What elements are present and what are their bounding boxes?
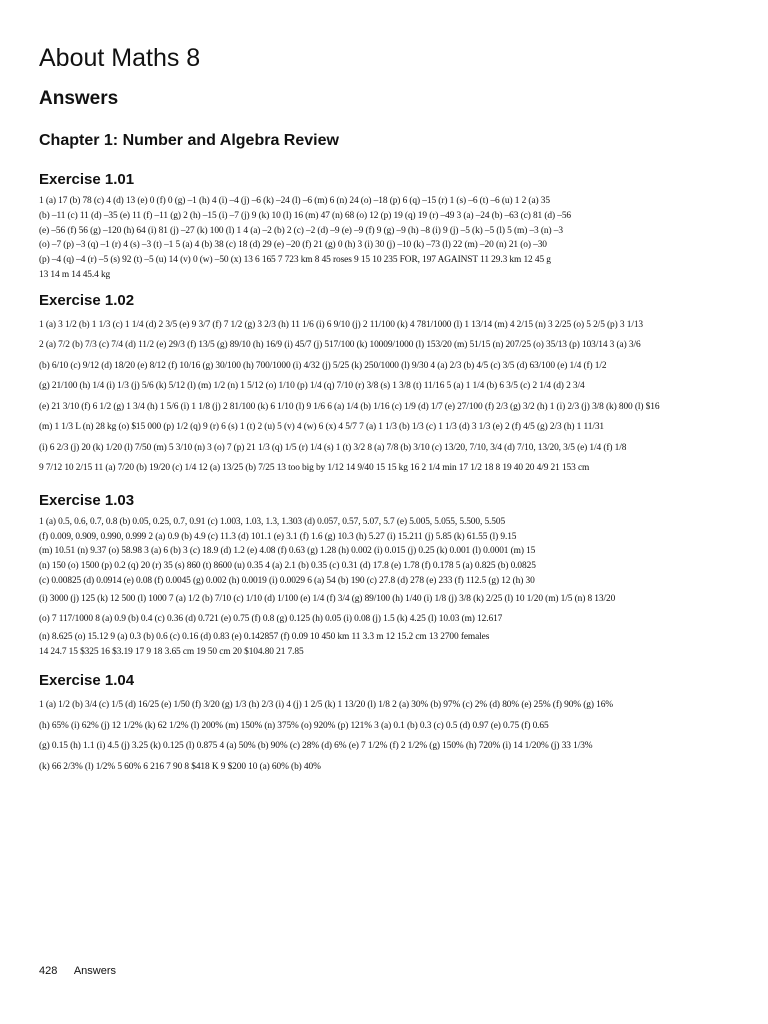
- answer-line: (b) –11 (c) 11 (d) –35 (e) 11 (f) –11 (g) 2 (h) –15 (i) –7 (j) 9 (k) 10 (l) 16 (m) 47 (n) 68 (o) 12 (p) 19 (q) 19 (r) –49 3 (a) –24 (b) –63 (c) 81 (d) –56: [39, 210, 572, 221]
- answer-line: 1 (a) 3 1/2 (b) 1 1/3 (c) 1 1/4 (d) 2 3/5 (e) 9 3/7 (f) 7 1/2 (g) 3 2/3 (h) 11 1/6 (i) 6 9/10 (j) 2 11/100 (k) 4 781/1000 (l) 1 13/14 (m) 4 2/15 (n) 3 2/25 (o) 5 2/5 (p) 3 1/13: [39, 319, 643, 330]
- answer-line: (e) –56 (f) 56 (g) –120 (h) 64 (i) 81 (j) –27 (k) 100 (l) 1 4 (a) –2 (b) 2 (c) –2 (d) –9 (e) –9 (f) 9 (g) –9 (h) –8 (i) 9 (j) –5 (k) –5 (l) 5 (m) –3 (n) –3: [39, 225, 563, 236]
- answers-block: [39, 695, 739, 777]
- answer-line: (m) 1 1/3 L (n) 28 kg (o) $15 000 (p) 1/2 (q) 9 (r) 6 (s) 1 (t) 2 (u) 5 (v) 4 (w) 6 (x) 4 5/7 7 (a) 1 1/3 (b) 1/3 (c) 1 1/3 (d) 3 1/3 (e) 2 (f) 4/5 (g) 2/3 (h) 1 11/31: [39, 422, 605, 433]
- exercise-1-01: [39, 170, 739, 283]
- answer-line: (o) –7 (p) –3 (q) –1 (r) 4 (s) –3 (t) –1 5 (a) 4 (b) 38 (c) 18 (d) 29 (e) –20 (f) 21 (g) 0 (h) 3 (i) 30 (j) –10 (k) –73 (l) 22 (m) –20 (n) 21 (o) –30: [39, 240, 547, 251]
- exercise-heading: Exercise 1.03: [39, 491, 135, 509]
- book-title: About Maths 8: [39, 44, 201, 72]
- page-number: 428: [39, 965, 58, 977]
- answers-block: [39, 515, 739, 660]
- answer-line: (h) 65% (i) 62% (j) 12 1/2% (k) 62 1/2% (l) 200% (m) 150% (n) 375% (o) 920% (p) 121% 3 (a) 0.1 (b) 0.3 (c) 0.5 (d) 0.97 (e) 0.75 (f) 0.65: [39, 720, 549, 731]
- answers-block: [39, 315, 739, 479]
- answer-line: (i) 3000 (j) 125 (k) 12 500 (l) 1000 7 (a) 1/2 (b) 7/10 (c) 1/10 (d) 1/100 (e) 1/4 (f) 3/4 (g) 89/100 (h) 1/40 (i) 1/8 (j) 3/8 (k) 2/25 (l) 10 1/20 (m) 1/5 (n) 8 13/20: [39, 593, 616, 604]
- answer-line: 9 7/12 10 2/15 11 (a) 7/20 (b) 19/20 (c) 1/4 12 (a) 13/25 (b) 7/25 13 too big by 1/12 14 9/40 15 15 kg 16 2 1/4 min 17 1/2 18 8 19 40 20 4/9 21 153 cm: [39, 463, 590, 474]
- answer-line: (g) 21/100 (h) 1/4 (i) 1/3 (j) 5/6 (k) 5/12 (l) (m) 1/2 (n) 1 5/12 (o) 1/10 (p) 1/4 (q) 7/10 (r) 3/8 (s) 1 3/8 (t) 11/16 5 (a) 1 1/4 (b) 6 3/5 (c) 2 1/4 (d) 2 3/4: [39, 381, 585, 392]
- answer-line: 1 (a) 0.5, 0.6, 0.7, 0.8 (b) 0.05, 0.25, 0.7, 0.91 (c) 1.003, 1.03, 1.3, 1.303 (d) 0.057, 0.57, 5.07, 5.7 (e) 5.005, 5.055, 5.500, 5.505: [39, 516, 506, 527]
- exercise-1-02: [39, 291, 739, 479]
- answer-line: (n) 150 (o) 1500 (p) 0.2 (q) 20 (r) 35 (s) 860 (t) 8600 (u) 0.35 4 (a) 2.1 (b) 0.35 (c) 0.31 (d) 17.8 (e) 1.78 (f) 0.178 5 (a) 0.825 (b) 0.0825: [39, 561, 536, 572]
- exercise-heading: Exercise 1.02: [39, 291, 135, 309]
- answer-line: (p) –4 (q) –4 (r) –5 (s) 92 (t) –5 (u) 14 (v) 0 (w) –50 (x) 13 6 165 7 723 km 8 45 roses 9 15 10 235 FOR, 197 AGAINST 11 29.3 km 12 45 g: [39, 255, 551, 266]
- answer-line: 13 14 m 14 45.4 kg: [39, 269, 111, 280]
- footer-label: Answers: [73, 965, 116, 977]
- exercise-1-04: [39, 671, 739, 777]
- answers-block: [39, 194, 739, 283]
- answer-line: 2 (a) 7/2 (b) 7/3 (c) 7/4 (d) 11/2 (e) 29/3 (f) 13/5 (g) 89/10 (h) 16/9 (i) 45/7 (j) 517/100 (k) 10009/1000 (l) 153/20 (m) 51/15 (n) 207/25 (o) 35/13 (p) 103/14 3 (a) 3/6: [39, 340, 641, 351]
- exercise-heading: Exercise 1.01: [39, 171, 135, 188]
- answer-line: (b) 6/10 (c) 9/12 (d) 18/20 (e) 8/12 (f) 10/16 (g) 30/100 (h) 700/1000 (i) 4/32 (j) 5/25 (k) 250/1000 (l) 9/30 4 (a) 2/3 (b) 4/5 (c) 3/5 (d) 63/100 (e) 1/4 (f) 1/2: [39, 360, 607, 371]
- answer-line: (i) 6 2/3 (j) 20 (k) 1/20 (l) 7/50 (m) 5 3/10 (n) 3 (o) 7 (p) 21 1/3 (q) 1/5 (r) 1/4 (s) 1 (t) 3/2 8 (a) 7/8 (b) 3/10 (c) 13/20, 7/10, 3/4 (d) 7/10, 13/20, 3/5 (e) 1/4 (f) 1/8: [39, 442, 627, 453]
- answer-line: (n) 8.625 (o) 15.12 9 (a) 0.3 (b) 0.6 (c) 0.16 (d) 0.83 (e) 0.142857 (f) 0.09 10 450 km 11 3.3 m 12 15.2 cm 13 2700 females: [39, 631, 490, 642]
- exercise-1-03: [39, 491, 739, 660]
- answer-line: (m) 10.51 (n) 9.37 (o) 58.98 3 (a) 6 (b) 3 (c) 18.9 (d) 1.2 (e) 4.08 (f) 0.63 (g) 1.28 (h) 0.002 (i) 0.015 (j) 0.25 (k) 0.001 (l) 0.0001 (m) 15: [39, 546, 536, 557]
- answer-line: (f) 0.009, 0.909, 0.990, 0.999 2 (a) 0.9 (b) 4.9 (c) 11.3 (d) 101.1 (e) 3.1 (f) 1.6 (g) 10.3 (h) 5.27 (i) 15.211 (j) 5.85 (k) 61.55 (l) 9.15: [39, 531, 517, 542]
- answer-line: (g) 0.15 (h) 1.1 (i) 4.5 (j) 3.25 (k) 0.125 (l) 0.875 4 (a) 50% (b) 90% (c) 28% (d) 6% (e) 7 1/2% (f) 2 1/2% (g) 150% (h) 720% (i) 14 1/20% (j) 33 1/3%: [39, 741, 593, 752]
- answer-line: (c) 0.00825 (d) 0.0914 (e) 0.08 (f) 0.0045 (g) 0.002 (h) 0.0019 (i) 0.0029 6 (a) 54 (b) 190 (c) 27.8 (d) 278 (e) 233 (f) 112.5 (g) 12 (h) 30: [39, 575, 535, 586]
- answer-line: 1 (a) 17 (b) 78 (c) 4 (d) 13 (e) 0 (f) 0 (g) –1 (h) 4 (i) –4 (j) –6 (k) –24 (l) –6 (m) 6 (n) 24 (o) –18 (p) 6 (q) –15 (r) 1 (s) –6 (t) –6 (u) 1 2 (a) 35: [39, 196, 550, 206]
- page-content: [39, 40, 739, 777]
- page-footer: [39, 965, 116, 977]
- answer-line: 14 24.7 15 $325 16 $3.19 17 9 18 3.65 cm 19 50 cm 20 $104.80 21 7.85: [39, 646, 304, 657]
- exercise-heading: Exercise 1.04: [39, 672, 135, 690]
- answer-line: (k) 66 2/3% (l) 1/2% 5 60% 6 216 7 90 8 $418 K 9 $200 10 (a) 60% (b) 40%: [39, 761, 321, 772]
- answer-line: 1 (a) 1/2 (b) 3/4 (c) 1/5 (d) 16/25 (e) 1/50 (f) 3/20 (g) 1/3 (h) 2/3 (i) 4 (j) 1 2/5 (k) 1 13/20 (l) 1/8 2 (a) 30% (b) 97% (c) 2% (d) 80% (e) 25% (f) 90% (g) 16%: [39, 700, 613, 711]
- answer-line: (e) 21 3/10 (f) 6 1/2 (g) 1 3/4 (h) 1 5/6 (i) 1 1/8 (j) 2 81/100 (k) 6 1/10 (l) 9 1/6 6 (a) 1/4 (b) 1/16 (c) 1/9 (d) 1/7 (e) 27/100 (f) 2/3 (g) 3/2 (h) 1 (i) 2/3 (j) 3/8 (k) 800 (l) $16: [39, 401, 660, 412]
- section-title: Answers: [39, 88, 119, 109]
- chapter-title: Chapter 1: Number and Algebra Review: [39, 132, 339, 149]
- answer-line: (o) 7 117/1000 8 (a) 0.9 (b) 0.4 (c) 0.36 (d) 0.721 (e) 0.75 (f) 0.8 (g) 0.125 (h) 0.05 (i) 0.08 (j) 1.5 (k) 4.25 (l) 10.03 (m) 12.617: [39, 614, 503, 625]
